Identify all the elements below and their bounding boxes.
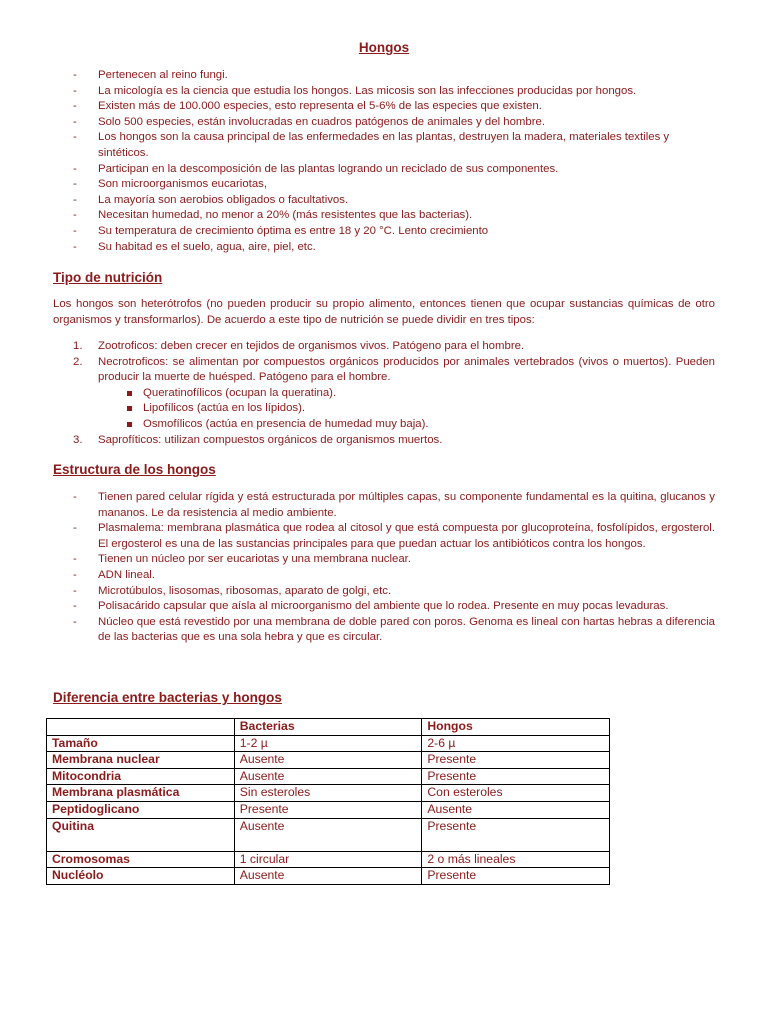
table-cell: Ausente (234, 768, 422, 785)
list-item: - Tienen un núcleo por ser eucariotas y una membrana nuclear. (98, 552, 715, 568)
square-bullet-icon (127, 406, 132, 411)
sub-list (143, 386, 703, 433)
list-item: - Plasmalema: membrana plasmática que rodea al citosol y que está compuesta por glucoproteína, fosfolípidos, ergosterol. El ergosterol es una de las sustancias principales para que puedan actuar los antibióticos contra los hongos. (73, 522, 715, 550)
table-row (47, 801, 610, 818)
dash-marker: - (73, 240, 77, 253)
table-row (47, 851, 610, 868)
dash-marker: - (73, 491, 77, 503)
table-header-cell: Bacterias (234, 719, 422, 736)
list-item: 3. Saprofíticos: utilizan compuestos orgánicos de organismos muertos. (98, 433, 715, 449)
list-item: - Microtúbulos, lisosomas, ribosomas, aparato de golgi, etc. (98, 584, 715, 600)
list-item: - Son microorganismos eucariotas, (98, 177, 718, 193)
dash-marker: - (73, 69, 77, 81)
table-header-cell: Hongos (422, 719, 610, 736)
table-cell: Presente (422, 768, 610, 785)
dash-marker: - (73, 115, 77, 128)
dash-marker: - (73, 131, 77, 144)
table-row (47, 868, 610, 885)
dash-marker: - (73, 100, 77, 113)
difference-heading: Diferencia entre bacterias y hongos (53, 690, 282, 705)
dash-marker: - (73, 522, 77, 535)
dash-marker: - (73, 178, 77, 191)
list-item: - Polisacárido capsular que aísla al microorganismo del ambiente que lo rodea. Presente en muy pocas levaduras. (98, 599, 715, 615)
list-item: 2. Necrotroficos: se alimentan por compuestos orgánicos producidos por animales vertebrados (vivos o muertos). Pueden producir la muerte de huésped. Patógeno para el hombre. Queratinofílicos (ocupan la queratina). Lipofílicos (actúa en los lípidos). Osmofílicos (actúa en presencia de humedad muy baja). (98, 355, 715, 433)
intro-list (73, 68, 718, 255)
comparison-table (46, 718, 610, 885)
square-bullet-icon (127, 391, 132, 396)
list-item: - Núcleo que está revestido por una membrana de doble pared con poros. Genoma es lineal con hartas hebras a diferencia de las bacterias que es una sola hebra y que es circular. (73, 615, 715, 644)
table-row-header: Membrana nuclear (47, 752, 235, 769)
table-row (47, 785, 610, 802)
list-item: - La mayoría son aerobios obligados o facultativos. (98, 193, 718, 209)
table-row-header: Membrana plasmática (47, 785, 235, 802)
list-item: - Los hongos son la causa principal de las enfermedades en las plantas, destruyen la madera, materiales textiles y sintéticos. (73, 131, 670, 159)
table-cell: 1 circular (234, 851, 422, 868)
dash-marker: - (73, 584, 77, 597)
dash-marker: - (73, 84, 77, 97)
list-item: - Su temperatura de crecimiento óptima es entre 18 y 20 °C. Lento crecimiento (98, 224, 718, 240)
dash-marker: - (73, 553, 77, 566)
sub-list-item: Osmofílicos (actúa en presencia de humedad muy baja). (143, 417, 703, 433)
table-cell: Presente (422, 818, 610, 851)
table-row (47, 818, 610, 851)
nutrition-paragraph: Los hongos son heterótrofos (no pueden producir su propio alimento, entonces tienen que ocupar sustancias químicas de otro organismos y transformarlos). De acuerdo a este tipo de nutrición se puede dividir en tres tipos: (53, 298, 715, 326)
nutrition-list (73, 339, 715, 448)
list-item: - Necesitan humedad, no menor a 20% (más resistentes que las bacterias). (98, 208, 718, 224)
table-cell: Ausente (422, 801, 610, 818)
table-row-header: Quitina (47, 818, 235, 851)
table-cell: Presente (234, 801, 422, 818)
table-row-header: Cromosomas (47, 851, 235, 868)
table-row (47, 752, 610, 769)
number-marker: 2. (73, 355, 83, 368)
list-item: - Pertenecen al reino fungi. (98, 68, 718, 84)
dash-marker: - (73, 209, 77, 222)
nutrition-heading: Tipo de nutrición (53, 270, 163, 285)
dash-marker: - (73, 162, 77, 175)
table-cell: Ausente (234, 868, 422, 885)
table-row (47, 735, 610, 752)
page-title: Hongos (358, 40, 410, 55)
table-row-header: Peptidoglicano (47, 801, 235, 818)
table-row-header: Nucléolo (47, 868, 235, 885)
table-cell: 2-6 µ (422, 735, 610, 752)
table-header-row (47, 719, 610, 736)
sub-list-item: Queratinofílicos (ocupan la queratina). (143, 386, 703, 402)
square-bullet-icon (127, 422, 132, 427)
table-cell: Con esteroles (422, 785, 610, 802)
table-row-header: Mitocondria (47, 768, 235, 785)
number-marker: 3. (73, 433, 83, 446)
table-cell: 1-2 µ (234, 735, 422, 752)
dash-marker: - (73, 193, 77, 206)
list-item: - Su habitad es el suelo, agua, aire, piel, etc. (98, 240, 718, 256)
dash-marker: - (73, 600, 77, 613)
table-header-cell (47, 719, 235, 736)
list-item: - Tienen pared celular rígida y está estructurada por múltiples capas, su componente fundamental es la quitina, glucanos y mananos. Le da resistencia al medio ambiente. (73, 491, 715, 519)
sub-list-item: Lipofílicos (actúa en los lípidos). (143, 401, 703, 417)
number-marker: 1. (73, 340, 83, 352)
list-item: - Participan en la descomposición de las plantas logrando un reciclado de sus componentes. (98, 162, 718, 178)
structure-list (73, 490, 715, 646)
table-cell: Ausente (234, 818, 422, 851)
list-item: - ADN lineal. (98, 568, 715, 584)
table-cell: 2 o más lineales (422, 851, 610, 868)
table-cell: Presente (422, 868, 610, 885)
list-item: - Solo 500 especies, están involucradas en cuadros patógenos de animales y del hombre. (98, 115, 718, 131)
structure-heading: Estructura de los hongos (53, 462, 216, 477)
dash-marker: - (73, 224, 77, 237)
table-cell: Ausente (234, 752, 422, 769)
list-item: 1. Zootroficos: deben crecer en tejidos de organismos vivos. Patógeno para el hombre. (98, 339, 715, 355)
list-item: - La micología es la ciencia que estudia los hongos. Las micosis son las infecciones producidas por hongos. (98, 84, 718, 100)
table-cell: Presente (422, 752, 610, 769)
table-row-header: Tamaño (47, 735, 235, 752)
list-item: - Existen más de 100.000 especies, esto representa el 5-6% de las especies que existen. (98, 99, 718, 115)
table-row (47, 768, 610, 785)
dash-marker: - (73, 615, 77, 628)
dash-marker: - (73, 568, 77, 581)
table-cell: Sin esteroles (234, 785, 422, 802)
